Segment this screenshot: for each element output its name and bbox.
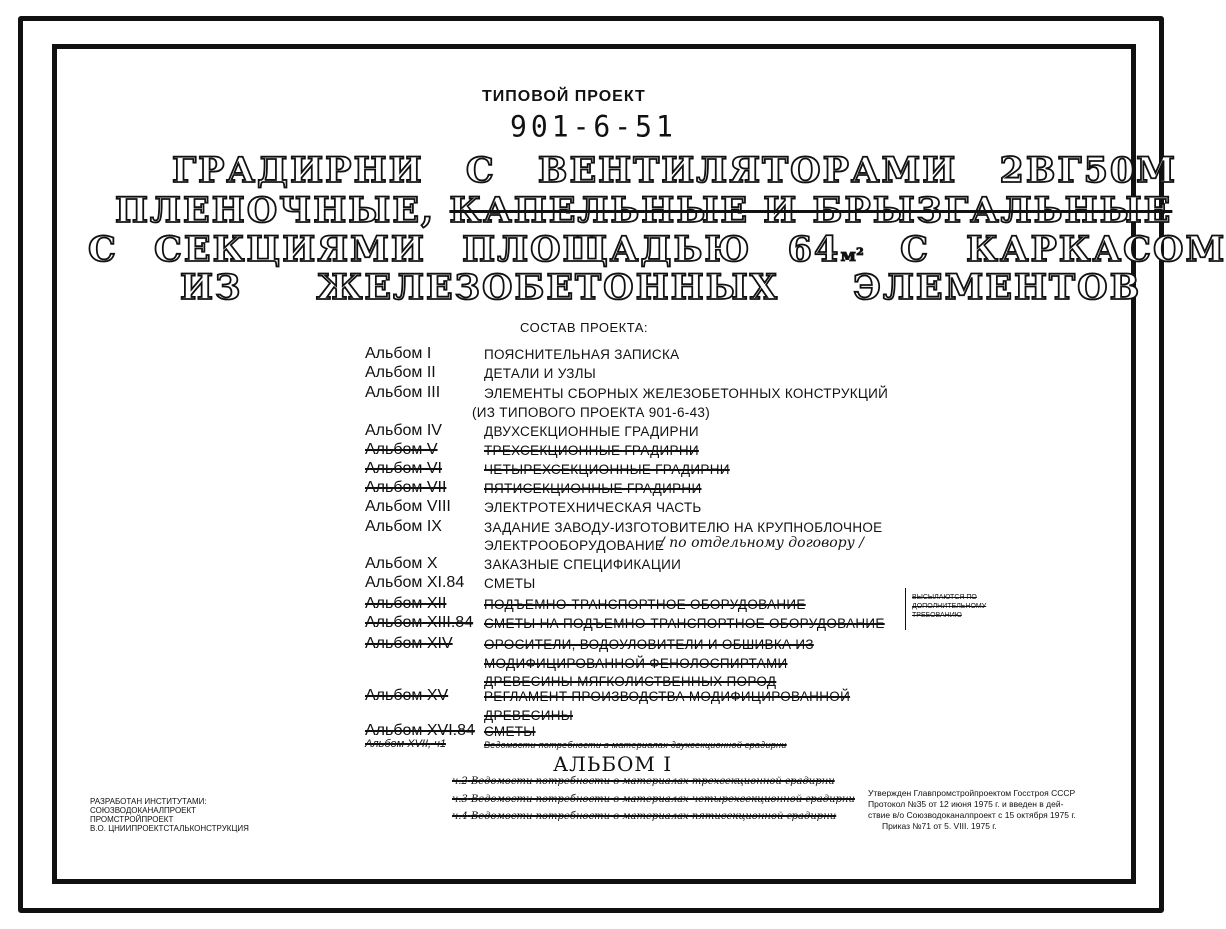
album-label: Альбом XVII, ч1 [365,738,446,750]
developers-line: ПРОМСТРОЙПРОЕКТ [90,815,174,824]
title-line-1: ГРАДИРНИ С ВЕНТИЛЯТОРАМИ 2ВГ50М [172,150,1178,191]
album-label: Альбом V [365,441,438,458]
developers-line: РАЗРАБОТАН ИНСТИТУТАМИ: [90,797,207,806]
album-label: Альбом XVI.84 [365,722,475,739]
album-description: ДРЕВЕСИНЫ [484,708,574,723]
album-description: РЕГЛАМЕНТ ПРОИЗВОДСТВА МОДИФИЦИРОВАННОЙ [484,689,851,704]
album-label: Альбом VII [365,479,447,496]
album-description: ЭЛЕМЕНТЫ СБОРНЫХ ЖЕЛЕЗОБЕТОННЫХ КОНСТРУКЦИЙ [484,386,889,401]
album-block-item [452,794,855,805]
title-line-2-kept: ПЛЕНОЧНЫЕ, [115,190,436,231]
album-block-item-text: Ведомости потребности в материалах четырехсекционной градирни [470,794,855,805]
album-block-item-num: ч.3 [452,794,468,805]
album-description: ДРЕВЕСИНЫ МЯГКОЛИСТВЕННЫХ ПОРОД [484,674,777,689]
album-description: ЗАДАНИЕ ЗАВОДУ-ИЗГОТОВИТЕЛЮ НА КРУПНОБЛОЧНОЕ [484,520,883,535]
album-description: ПОЯСНИТЕЛЬНАЯ ЗАПИСКА [484,347,680,362]
album-label: Альбом IX [365,518,442,535]
album-block-item-num: ч.2 [452,776,468,787]
project-number: 901-6-51 [510,109,677,144]
album-block-item [452,811,836,822]
album-description: ПОДЪЕМНО-ТРАНСПОРТНОЕ ОБОРУДОВАНИЕ [484,597,806,612]
album-label: Альбом I [365,345,432,362]
album-label: Альбом III [365,384,441,401]
approval-line: Протокол №35 от 12 июня 1975 г. и введен в дей- [868,799,1064,809]
album-description: (ИЗ ТИПОВОГО ПРОЕКТА 901-6-43) [472,405,710,420]
album-label: Альбом XI.84 [365,574,465,591]
approval-line: Утвержден Главпромстройпроектом Госстроя СССР [868,788,1076,798]
album-label: Альбом II [365,364,436,381]
album-block-item [452,776,835,787]
album-label: Альбом VI [365,460,442,477]
album-block-title: АЛЬБОМ I [553,752,673,776]
title-line-4: ИЗ ЖЕЛЕЗОБЕТОННЫХ ЭЛЕМЕНТОВ [180,267,1142,308]
album-label: Альбом XV [365,687,449,704]
album-description: Ведомости потребности в материалах двухсекционной градирни [484,740,787,750]
album-label: Альбом VIII [365,498,451,515]
album-label: Альбом XII [365,595,447,612]
side-note-line: ТРЕБОВАНИЮ [912,612,962,619]
side-note-line: ВЫСЫЛАЮТСЯ ПО [912,594,977,601]
area-unit: м² [840,245,864,266]
album-description: ДВУХСЕКЦИОННЫЕ ГРАДИРНИ [484,424,699,439]
album-label: Альбом XIV [365,635,453,652]
handwritten-note: / по отдельному договору / [660,535,864,551]
approval-line: ствие в/о Союзводоканалпроект с 15 октября 1975 г. [868,810,1076,820]
album-description: ЭЛЕКТРОТЕХНИЧЕСКАЯ ЧАСТЬ [484,500,702,515]
album-label: Альбом IV [365,422,442,439]
album-block-item-text: Ведомости потребности в материалах трехсекционной градирни [470,776,835,787]
album-description: ДЕТАЛИ И УЗЛЫ [484,366,597,381]
title-line-3-b: С КАРКАСОМ [900,229,1226,270]
side-bracket [905,588,906,630]
album-description: ЧЕТЫРЕХСЕКЦИОННЫЕ ГРАДИРНИ [484,462,730,477]
album-block-item-text: Ведомости потребности в материалах пятисекционной градирни [470,811,837,822]
album-description: СМЕТЫ [484,576,536,591]
album-label: Альбом XIII.84 [365,614,474,631]
album-description: МОДИФИЦИРОВАННОЙ ФЕНОЛОСПИРТАМИ [484,656,788,671]
approval-line: Приказ №71 от 5. VIII. 1975 г. [882,821,997,831]
album-block-item-num: ч.4 [452,811,468,822]
project-type-label: ТИПОВОЙ ПРОЕКТ [482,88,646,105]
side-note [912,593,986,620]
side-note-line: ДОПОЛНИТЕЛЬНОМУ [912,603,987,610]
title-line-2-struck: КАПЕЛЬНЫЕ И БРЫЗГАЛЬНЫЕ [449,190,1173,231]
album-description: ТРЕХСЕКЦИОННЫЕ ГРАДИРНИ [484,443,699,458]
title-line-2 [115,190,1172,231]
title-line-3 [88,229,1226,270]
developers-note [90,797,249,833]
album-description: ЗАКАЗНЫЕ СПЕЦИФИКАЦИИ [484,557,682,572]
album-description: ПЯТИСЕКЦИОННЫЕ ГРАДИРНИ [484,481,702,496]
title-line-3-a: С СЕКЦИЯМИ ПЛОЩАДЬЮ 64 [88,229,841,270]
album-description: СМЕТЫ НА ПОДЪЕМНО-ТРАНСПОРТНОЕ ОБОРУДОВАНИЕ [484,616,885,631]
album-description: ЭЛЕКТРООБОРУДОВАНИЕ [484,538,665,553]
composition-heading: СОСТАВ ПРОЕКТА: [520,320,649,335]
developers-line: В.О. ЦНИИПРОЕКТСТАЛЬКОНСТРУКЦИЯ [90,824,249,833]
developers-line: СОЮЗВОДОКАНАЛПРОЕКТ [90,806,197,815]
album-description: ОРОСИТЕЛИ, ВОДОУЛОВИТЕЛИ И ОБШИВКА ИЗ [484,637,814,652]
approval-note [868,788,1076,832]
album-description: СМЕТЫ [484,724,536,739]
album-label: Альбом X [365,555,438,572]
